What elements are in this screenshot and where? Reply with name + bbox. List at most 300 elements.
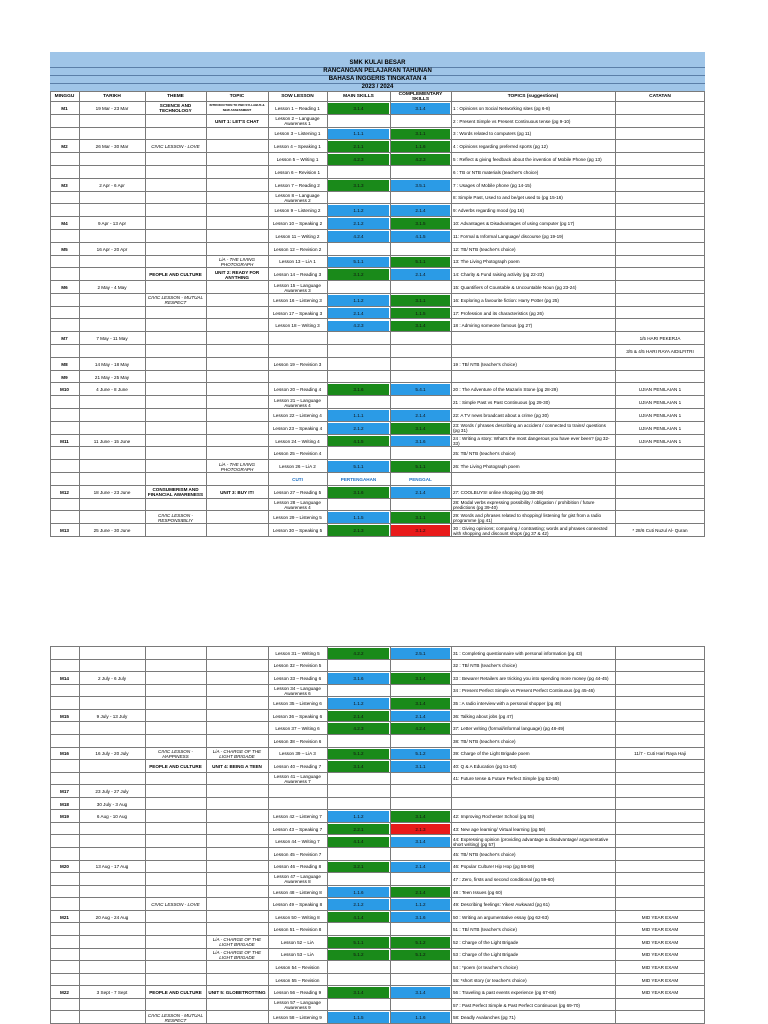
complementary-skill-cell: 5.1.1 [415,259,426,265]
complementary-skill-cell: 2.1.4 [415,889,426,895]
main-skill-cell: 3.1.4 [353,990,364,996]
topic-suggestion-cell: 45: TB/ NTB (teacher's choice) [453,851,516,857]
lesson-cell: Lesson 7 – Reading 2 [275,182,320,188]
column-divider [79,91,80,537]
week-cell: M21 [60,914,69,920]
week-cell: M4 [61,221,68,227]
complementary-skill-cell: 3.1.1 [415,515,426,521]
lesson-cell: Lesson 18 – Writing 3 [275,323,320,329]
column-header: SOW LESSON [281,94,314,99]
column-header: CATATAN [649,94,671,99]
note-cell: MID YEAR EXAM [641,927,679,933]
lesson-cell: Lesson 40 – Reading 7 [273,763,322,769]
topic-suggestion-cell: 34 : Present Perfect Simple vs Present Perfect Continuous (pg 45-46) [453,688,595,694]
topic-suggestion-cell: 37: Letter writing (formal/informal language) (pg 48-49) [453,726,565,732]
topic-suggestion-cell: 55: *short story (or teacher's choice) [453,977,527,983]
lesson-cell: Lesson 45 – Revision 7 [273,851,322,857]
date-cell: 19 Mar - 23 Mar [95,105,129,111]
topic-suggestion-cell: 18 : Admiring someone famous (pg 27) [453,323,533,329]
topic-suggestion-cell: 30 : Giving opinions; comparing / contrasting; words and phrases connected with shopping and discount shops (pg 37 & 42) [453,525,608,536]
main-skill-cell: 5.1.1 [353,464,364,470]
complementary-skill-cell: 3.1.4 [415,675,426,681]
main-skill-cell: 2.1.3 [353,528,364,534]
lesson-cell: Lesson 51 – Revision 8 [273,927,322,933]
lesson-cell: Lesson 21 – Language Awareness 4 [274,397,321,408]
main-skill-cell: 4.2.2 [353,650,364,656]
note-cell: MID YEAR EXAM [641,990,679,996]
topic-cell: LiA - CHARGE OF THE LIGHT BRIGADE [212,949,262,960]
complementary-skill-cell: 2.5.1 [415,650,426,656]
topic-suggestion-cell: 51 : TB/ NTB (teacher's choice) [453,927,517,933]
topic-suggestion-cell: 58: Deadly Avalanches (pg 71) [453,1015,516,1021]
topic-suggestion-cell: 53 : Charge of the Light Brigade [453,952,519,958]
column-divider [615,91,616,537]
topic-suggestion-cell: 8: Simple Past, Used to and be/get used to (pg 15-16) [453,195,563,201]
main-skill-cell: 5.1.2 [353,751,364,757]
lesson-cell: Lesson 29 – Listening 5 [273,515,322,521]
topic-suggestion-cell: 2 : Present Simple vs Present Continuous tense (pg 9-10) [453,118,571,124]
column-divider [327,647,328,1024]
lesson-cell: Lesson 54 – Revision [275,964,320,970]
main-skill-cell: 1.1.1 [353,131,364,137]
date-cell: 26 Mar - 30 Mar [95,144,129,150]
complementary-skill-cell: 3.1.4 [415,323,426,329]
lesson-cell: Lesson 6 – Revision 1 [274,169,321,175]
main-skill-cell: 1.1.5 [353,515,364,521]
lesson-cell: Lesson 16 – Listening 3 [273,297,322,303]
column-divider [145,91,146,537]
week-cell: M6 [61,285,68,290]
complementary-skill-cell: 2.1.4 [415,208,426,214]
lesson-cell: Lesson 57 – Language Awareness 9 [274,1000,321,1011]
column-divider [704,91,705,537]
note-cell: 3/5 & 4/5 HARI RAYA AIDILFITRI [626,348,694,354]
main-skill-cell: 3.1.6 [353,489,364,495]
complementary-skill-cell: 3.1.4 [415,814,426,820]
column-divider [327,91,328,537]
lesson-cell: Lesson 32 – Revision 5 [273,663,322,669]
theme-cell: CIVIC LESSON - MUTUAL RESPECT [147,1012,204,1023]
complementary-skill-cell: 3.1.4 [415,990,426,996]
note-cell: * 28/6 Cuti Nuzul Al- Quran [632,528,688,534]
main-skill-cell: 3.1.4 [353,763,364,769]
topic-suggestion-cell: 40: Q & A Education (pg 51-53) [453,763,517,769]
date-cell: 6 Aug - 10 Aug [96,814,128,820]
main-skill-cell: 1.1.1 [353,412,364,418]
main-skill-cell: 4.2.3 [353,726,364,732]
lesson-cell: Lesson 25 – Revision 4 [273,451,322,457]
main-skill-cell: 1.1.2 [353,701,364,707]
complementary-skill-cell: 2.1.4 [415,489,426,495]
lesson-cell: Lesson 5 – Writing 1 [276,157,319,163]
week-cell: M19 [60,814,69,820]
topic-cell: INTRODUCTION TO PBD SYLLABUS & NEW ASSESSMENT [209,103,265,113]
topic-suggestion-cell: 54 : *poem (or teacher's choice) [453,964,518,970]
note-cell: 11/7 - Cuti Hari Raya Haji [634,751,686,757]
lesson-cell: Lesson 36 – Speaking 6 [272,713,323,719]
week-cell: M5 [61,246,68,252]
note-cell: MID YEAR EXAM [641,977,679,983]
header-top-band [50,52,705,59]
theme-cell: CIVIC LESSON - RESPONSIBILIY [158,512,193,523]
date-cell: 2 May - 4 May [97,285,127,290]
complementary-skill-cell: 1.1.5 [415,310,426,316]
topic-suggestion-cell: 23: Words / phrases describing an accident / connected to trains/ questions (pg 31) [453,423,606,434]
week-cell: M20 [60,864,69,870]
complementary-skill-cell: 3.1.6 [415,914,426,920]
topic-suggestion-cell: 25: TB/ NTB (teacher's choice) [453,451,516,457]
topic-suggestion-cell: 47 : Zero, firsts and second conditional (pg 59-60) [453,876,555,882]
topic-suggestion-cell: 6 : TB or NTB materials (teacher's choice) [453,169,539,175]
date-cell: 2 Apr - 6 Apr [99,182,125,188]
complementary-skill-cell: PENGGAL [409,476,432,482]
lesson-cell: Lesson 47 – Language Awareness 8 [274,874,321,885]
lesson-cell: Lesson 10 – Speaking 2 [272,221,323,227]
date-cell: 23 July - 27 July [95,789,129,794]
column-divider [268,91,269,537]
topic-cell: UNIT 4: BEING A TEEN [212,763,262,769]
topic-cell: UNIT 5: GLOBETROTTING [208,990,266,996]
main-skill-cell: 2.1.4 [353,713,364,719]
topic-suggestion-cell: 38: TB/ NTB (teacher's choice) [453,738,516,744]
main-skill-cell: 5.1.1 [353,259,364,265]
complementary-skill-cell: 2.1.4 [415,713,426,719]
complementary-skill-cell: 1.1.6 [415,144,426,150]
complementary-skill-cell: 4.1.5 [415,233,426,239]
main-skill-cell: 4.1.4 [353,839,364,845]
lesson-cell: Lesson 30 – Speaking 5 [272,528,323,534]
lesson-cell: Lesson 1 – Reading 1 [275,105,320,111]
topic-suggestion-cell: 48 : Teen Issues (pg 60) [453,889,503,895]
note-cell: UJIAN PENILAIAN 1 [638,438,682,444]
topic-cell: LiA - THE LIVING PHOTOGRAPH [218,461,256,472]
main-skill-cell: 2.1.2 [353,221,364,227]
main-skill-cell: 1.1.2 [353,297,364,303]
topic-suggestion-cell: 43: New age learning/ Virtual learning (pg 56) [453,826,546,832]
week-cell: M7 [61,336,68,342]
theme-cell: SCIENCE AND TECHNOLOGY [159,103,192,114]
complementary-skill-cell: 2.1.4 [415,412,426,418]
complementary-skill-cell: 3.1.1 [415,131,426,137]
topic-suggestion-cell: 56 : Traveling & past events experience (pg 67-69) [453,990,556,996]
main-skill-cell: 4.1.5 [353,438,364,444]
lesson-cell: Lesson 27 – Reading 5 [273,489,322,495]
date-cell: 14 May - 18 May [94,361,130,367]
complementary-skill-cell: 1.1.2 [415,902,426,908]
topic-suggestion-cell: 13: The Living Photograph poem [453,259,520,265]
topic-suggestion-cell: 22: A TV news broadcast about a crime (pg 30) [453,412,549,418]
main-skill-cell: 4.2.3 [353,323,364,329]
lesson-cell: Lesson 26 – LiA 2 [279,464,316,470]
complementary-skill-cell: 4.2.3 [415,157,426,163]
topic-suggestion-cell: 32 : TB/ NTB (teacher's choice) [453,663,517,669]
column-divider [390,91,391,537]
lesson-cell: Lesson 43 – Speaking 7 [272,826,323,832]
lesson-cell: Lesson 22 – Listening 4 [273,412,322,418]
week-cell: M8 [61,361,68,367]
column-header: MAIN SKILLS [343,94,374,99]
main-skill-cell: 3.1.2 [353,272,364,278]
topic-suggestion-cell: 31 : Completing questionnaire with personal information (pg 43) [453,650,583,656]
lesson-cell: Lesson 38 – Revision 6 [273,738,322,744]
topic-suggestion-cell: 44: Expressing opinion (providing advantage & disadvantage/ argumentative short writing) (pg 57) [453,836,609,847]
subject-title: BAHASA INGGERIS TINGKATAN 4 [328,76,427,82]
note-cell: UJIAN PENILAIAN 1 [638,425,682,431]
complementary-skill-cell: 3.5.1 [415,182,426,188]
theme-cell: CIVIC LESSON - LOVE [151,144,200,150]
theme-cell: PEOPLE AND CULTURE [149,990,202,996]
topic-suggestion-cell: 14: Charity & Fund raising activity (pg 22-23) [453,272,544,278]
topic-suggestion-cell: 1 : Opinions on Social Networking sites (pg 6-8) [453,105,551,111]
school-name: SMK KULAI BESAR [349,60,406,66]
table-row [50,371,705,384]
lesson-cell: Lesson 50 – Writing 8 [275,914,320,920]
date-cell: 25 June - 30 June [93,528,131,534]
note-cell: UJIAN PENILAIAN 1 [638,412,682,418]
date-cell: 20 Aug - 24 Aug [95,914,129,920]
topic-suggestion-cell: 24 : Writing a story: What's the most dangerous you have ever been? (pg 32-33) [453,436,610,447]
column-header: TOPIC [229,94,245,99]
topic-suggestion-cell: 39: Charge of the Light Brigade poem [453,751,530,757]
column-divider [206,91,207,537]
topic-suggestion-cell: 21 : Simple Past vs Past Continuous (pg 29-30) [453,400,550,406]
complementary-skill-cell: 3.1.1 [415,297,426,303]
topic-cell: UNIT 2: READY FOR ANYTHING [214,269,260,280]
topic-suggestion-cell: 19 : TB/ NTB (teacher's choice) [453,361,517,367]
lesson-cell: Lesson 20 – Reading 4 [273,387,322,393]
topic-suggestion-cell: 11: Formal & Informal Language/ discourse (pg 19-19) [453,233,564,239]
lesson-cell: Lesson 35 – Listening 6 [273,701,322,707]
complementary-skill-cell: 4.2.4 [415,726,426,732]
date-cell: 16 July - 20 July [95,751,129,757]
topic-suggestion-cell: 26: The Living Photograph poem [453,464,520,470]
date-cell: 7 May - 11 May [96,336,128,342]
column-divider [451,647,452,1024]
main-skill-cell: 2.2.1 [353,826,364,832]
complementary-skill-cell: 3.1.4 [415,701,426,707]
topic-suggestion-cell: 27: COOLBUYS! online shopping (pg 38-39) [453,489,544,495]
academic-year: 2023 / 2024 [361,84,394,90]
topic-cell: LiA - CHARGE OF THE LIGHT BRIGADE [212,748,262,759]
topic-suggestion-cell: 49: Describing feelings: Yikes! Awkward (pg 61) [453,902,550,908]
main-skill-cell: 3.1.4 [353,105,364,111]
lesson-cell: Lesson 23 – Speaking 4 [272,425,323,431]
main-skill-cell: 5.1.1 [353,939,364,945]
week-cell: M14 [60,675,69,681]
lesson-cell: Lesson 9 – Listening 2 [274,208,321,214]
lesson-cell: Lesson 15 – Language Awareness 3 [274,282,321,293]
main-skill-cell: 5.1.2 [353,952,364,958]
week-cell: M17 [60,789,69,794]
complementary-skill-cell: 2.1.3 [415,826,426,832]
lesson-cell: Lesson 53 – LiA [281,952,314,958]
main-skill-cell: 1.1.5 [353,1015,364,1021]
topic-suggestion-cell: 16: Exploring a favourite fiction: Harry Potter (pg 25) [453,297,559,303]
week-cell: M9 [61,374,68,380]
topic-suggestion-cell: 57 : Past Perfect Simple & Past Perfect Continuous (pg 69-70) [453,1002,580,1008]
week-cell: M13 [60,528,69,534]
lesson-cell: Lesson 46 – Reading 8 [273,864,322,870]
column-divider [390,647,391,1024]
date-cell: 4 June - 8 June [96,387,128,393]
topic-suggestion-cell: 3 : Words related to computers (pg 11) [453,131,532,137]
theme-cell: CIVIC LESSON - HAPPINESS [158,748,193,759]
week-cell: M10 [60,387,69,393]
main-skill-cell: 3.2.1 [353,864,364,870]
column-divider [79,647,80,1024]
week-cell: M2 [61,144,68,150]
lesson-cell: Lesson 58 – Listening 9 [273,1015,322,1021]
week-cell: M18 [60,801,69,807]
main-skill-cell: 4.2.4 [353,233,364,239]
lesson-cell: Lesson 48 – Listening 8 [273,889,322,895]
date-cell: 11 June - 15 June [93,438,131,444]
date-cell: 9 July - 13 July [96,713,128,719]
main-skill-cell: 2.1.4 [353,310,364,316]
topic-suggestion-cell: 41: Future tense & Future Perfect Simple (pg 52-55) [453,776,559,782]
lesson-cell: Lesson 4 – Speaking 1 [274,144,321,150]
column-divider [704,647,705,1024]
complementary-skill-cell: 3.1.4 [415,425,426,431]
main-skill-cell: 2.1.2 [353,425,364,431]
main-skill-cell: 2.1.2 [353,902,364,908]
theme-cell: CIVIC LESSON - LOVE [151,902,200,908]
column-divider [206,647,207,1024]
column-divider [451,91,452,537]
note-cell: 1/5 HARI PEKERJA [639,336,681,342]
topic-suggestion-cell: 17: Profession and its characteristics (pg 26) [453,310,544,316]
date-cell: 2 July - 6 July [97,675,127,681]
main-skill-cell: 2.1.1 [353,144,364,150]
column-header: TARIKH [103,94,121,99]
column-divider [615,647,616,1024]
topic-cell: LiA - CHARGE OF THE LIGHT BRIGADE [212,937,262,948]
main-skill-cell: 3.1.6 [353,387,364,393]
note-cell: MID YEAR EXAM [641,952,679,958]
main-skill-cell: 4.2.3 [353,157,364,163]
lesson-cell: Lesson 19 – Revision 3 [273,361,322,367]
column-divider [50,91,51,537]
lesson-cell: Lesson 41 – Language Awareness 7 [274,773,321,784]
lesson-cell: CUTI [292,476,303,482]
topic-suggestion-cell: 29: Words and phrases related to shopping/ listening for gist from a radio programme (pg 41) [453,512,602,523]
week-cell: M15 [60,713,69,719]
topic-suggestion-cell: 36: Talking about jobs (pg 47) [453,713,514,719]
complementary-skill-cell: 3.1.4 [415,839,426,845]
lesson-cell: Lesson 55 – Revision [275,977,320,983]
complementary-skill-cell: 3.1.2 [415,528,426,534]
column-divider [268,647,269,1024]
table-row [50,345,705,358]
topic-suggestion-cell: 35 : A radio interview with a personal shopper (pg 46) [453,701,562,707]
topic-cell: LiA - THE LIVING PHOTOGRAPH [218,256,256,267]
topic-cell: UNIT 3: BUY IT! [220,489,254,495]
date-cell: 9 Apr - 13 Apr [97,221,127,227]
main-skill-cell: 1.1.2 [353,814,364,820]
theme-cell: PEOPLE AND CULTURE [149,763,202,769]
main-skill-cell: 1.1.2 [353,208,364,214]
lesson-cell: Lesson 37 – Writing 6 [275,726,320,732]
lesson-cell: Lesson 2 – Language Awareness 1 [275,116,320,127]
main-skill-cell: 3.1.3 [353,182,364,188]
main-skill-cell: 4.1.4 [353,914,364,920]
lesson-cell: Lesson 3 – Listening 1 [274,131,321,137]
note-cell: UJIAN PENILAIAN 1 [638,387,682,393]
topic-suggestion-cell: 12: TB/ NTB (teacher's choice) [453,246,516,252]
lesson-cell: Lesson 13 – LiA 1 [279,259,316,265]
lesson-cell: Lesson 17 – Speaking 3 [272,310,323,316]
week-cell: M11 [60,438,69,444]
date-cell: 3 Sept - 7 Sept [96,990,128,996]
note-cell: MID YEAR EXAM [641,939,679,945]
column-header: TOPICS (suggestions) [507,94,559,99]
complementary-skill-cell: 5.4.1 [415,387,426,393]
column-header: MINGGU [54,94,75,99]
main-skill-cell: 3.1.6 [353,675,364,681]
lesson-cell: Lesson 11 – Writing 2 [275,233,320,239]
week-cell: M16 [60,751,69,757]
complementary-skill-cell: 1.1.6 [415,1015,426,1021]
topic-cell: UNIT 1: LET'S CHAT [215,118,259,124]
complementary-skill-cell: 3.1.4 [415,105,426,111]
table-row [50,332,705,345]
date-cell: 30 July - 3 Aug [96,801,128,807]
lesson-cell: Lesson 8 – Language Awareness 2 [275,192,320,203]
topic-suggestion-cell: 15: Quantifiers of Countable & Uncountable Noun (pg 23-24) [453,285,577,290]
date-cell: 16 Apr - 20 Apr [96,246,128,252]
complementary-skill-cell: 2.1.4 [415,864,426,870]
table-row [50,798,705,811]
plan-title: RANCANGAN PELAJARAN TAHUNAN [323,68,432,74]
complementary-skill-cell: 5.1.2 [415,939,426,945]
topic-suggestion-cell: 52 : Charge of the Light Brigade [453,939,519,945]
lesson-cell: Lesson 12 – Revision 2 [273,246,322,252]
complementary-skill-cell: 2.1.4 [415,272,426,278]
topic-suggestion-cell: 20 : The Adventure of the Mazarin Stone (pg 28-29) [453,387,558,393]
table-row [50,785,705,798]
lesson-cell: Lesson 34 – Language Awareness 6 [274,685,321,696]
lesson-cell: Lesson 14 – Reading 3 [273,272,322,278]
topic-suggestion-cell: 9: Adverbs regarding mood (pg 16) [453,208,524,214]
date-cell: 18 June - 23 June [93,489,131,495]
theme-cell: PEOPLE AND CULTURE [149,272,202,278]
week-cell: M1 [61,105,68,111]
column-header: THEME [167,94,184,99]
topic-suggestion-cell: 33 : Beware! Retailers are tricking you into spending more money (pg 44-45) [453,675,609,681]
topic-suggestion-cell: 46: Popular Culture! Hip Hop (pg 58-59) [453,864,535,870]
lesson-cell: Lesson 39 – LiA 3 [279,751,316,757]
topic-suggestion-cell: 5 : Reflect & giving feedback about the invention of Mobile Phone (pg 13) [453,157,602,163]
week-cell: M3 [61,182,68,188]
topic-suggestion-cell: 50 : Writing an argumentative essay (pg 62-63) [453,914,549,920]
lesson-cell: Lesson 49 – Speaking 8 [272,902,323,908]
complementary-skill-cell: 3.1.5 [415,221,426,227]
note-cell: MID YEAR EXAM [641,914,679,920]
note-cell: MID YEAR EXAM [641,964,679,970]
complementary-skill-cell: 5.1.2 [415,952,426,958]
main-skill-cell: PERTENGAHAN [340,476,377,482]
complementary-skill-cell: 5.1.2 [415,751,426,757]
column-header: COMPLEMENTARY SKILLS [398,91,443,102]
topic-suggestion-cell: 28: Modal verbs expressing possibility / obligation / prohibition / future predictions (pg 39-40) [453,500,595,510]
topic-suggestion-cell: 42: Improving Rochester School (pg 55) [453,814,535,820]
lesson-cell: Lesson 56 – Reading 9 [273,990,322,996]
topic-suggestion-cell: 4 : Opinions regarding preferred sports (pg 12) [453,144,548,150]
plan-header [50,59,705,91]
topic-suggestion-cell: 7 : Usages of Mobile phone (pg 14-15) [453,182,532,188]
week-cell: M12 [60,489,69,495]
date-cell: 13 Aug - 17 Aug [95,864,129,870]
